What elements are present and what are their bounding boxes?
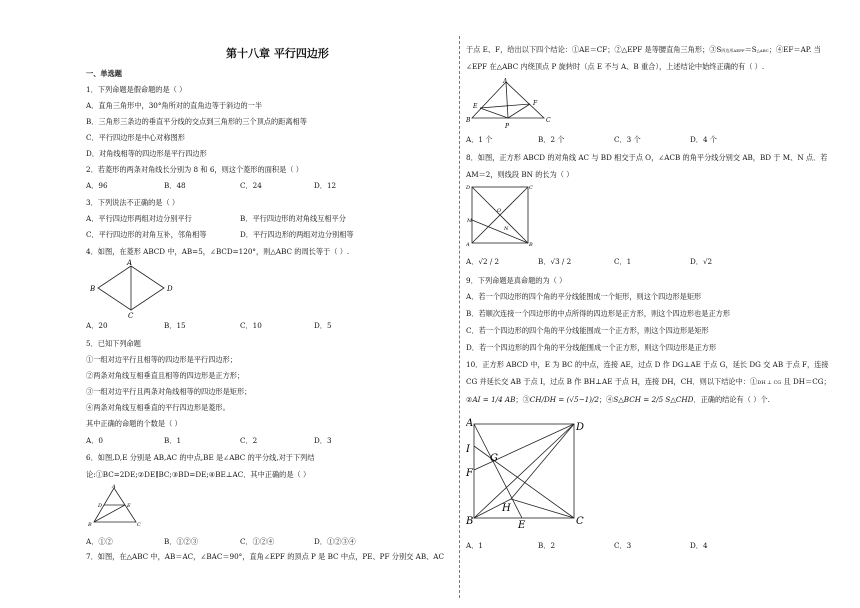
q7-triangle-figure — [466, 78, 552, 130]
q10-label-c: C — [576, 516, 584, 527]
q7-label-a: A — [503, 78, 508, 85]
q1-option-a: A．直角三角形中，30°角所对的直角边等于斜边的一半 — [86, 101, 263, 110]
q9-stem: 9．下列命题是真命题的为（ ） — [466, 276, 567, 285]
q9-option-c: C．若一个四边形的四个角的平分线能围成一个正方形，则这个四边形是矩形 — [466, 326, 709, 335]
q7-option-d: D．4 个 — [690, 135, 717, 144]
q3-option-c: C．平行四边形的对角互补，邻角相等 — [86, 230, 207, 239]
q6-option-c: C．①②④ — [240, 537, 275, 546]
q5-statement-1: ①一组对边平行且相等的四边形是平行四边形； — [86, 355, 237, 364]
q4-label-d: D — [167, 285, 173, 293]
q1-option-d: D．对角线相等的四边形是平行四边形 — [86, 149, 207, 158]
q1-option-c: C．平行四边形是中心对称图形 — [86, 133, 185, 142]
q10-square-figure — [466, 414, 596, 530]
q6-option-b: B．①②③ — [164, 537, 199, 546]
q8-option-d: D．√2 — [690, 257, 713, 266]
q8-square-figure — [466, 181, 536, 247]
q6-label-d: D — [98, 503, 103, 509]
q10-label-a: A — [466, 418, 474, 429]
q1-option-b: B．三角形三条边的垂直平分线的交点到三角形的三个顶点的距离相等 — [86, 117, 307, 126]
q10-stem-cont: CG 并延长交 AB 于点 I，过点 B 作 BH⊥AE 于点 H，连接 DH，CH．则以下结论中：①DH ⊥ CG 且 DH＝CG； — [466, 377, 831, 386]
q4-rhombus-figure — [86, 258, 176, 318]
q8-label-c: C — [529, 185, 533, 191]
q6-stem-cont: 论:①BC=2DE;②DE∥BC;③BD=DE;④BE⊥AC．其中正确的是（ ） — [86, 470, 311, 479]
q6-triangle-figure — [86, 482, 146, 530]
q8-label-o: O — [497, 208, 502, 214]
q10-stem: 10．正方形 ABCD 中，E 为 BC 的中点，连接 AE，过点 D 作 DG⊥AE 于点 G，延长 DG 交 AB 于点 F，连接 — [466, 360, 829, 369]
q4-option-c: C．10 — [240, 321, 262, 330]
q8-label-b: B — [529, 242, 533, 247]
page-title: 第十八章 平行四边形 — [226, 47, 329, 60]
q6-label-c: C — [137, 522, 141, 528]
q7-option-a: A．1 个 — [466, 135, 493, 144]
q2-option-b: B．48 — [164, 181, 186, 190]
q6-option-a: A．①② — [86, 537, 113, 546]
q10-conclusions: ②AI = 1/4 AB；③CH/DH = (√5−1)/2；④S△BCH = 2/5 S△CHD．正确的结论有（ ）个. — [466, 395, 770, 404]
q2-option-c: C．24 — [240, 181, 262, 190]
q10-label-e: E — [518, 520, 526, 530]
q2-option-a: A．96 — [86, 181, 108, 190]
q9-option-b: B．若顺次连接一个四边形的中点所得的四边形是正方形，则这个四边形也是正方形 — [466, 309, 731, 318]
q8-option-a: A．√2 / 2 — [466, 257, 500, 266]
q10-label-i: I — [466, 444, 470, 455]
q7-stem-cont: 于点 E、F，给出以下四个结论：①AE＝CF；②△EPF 是等腰直角三角形；③S四边形AEPF＝S△ABC；④EF＝AP. 当 — [466, 45, 821, 54]
q6-option-d: D．①②③④ — [314, 537, 356, 546]
q8-option-b: B．√3 / 2 — [538, 257, 572, 266]
q4-option-a: A．20 — [86, 321, 108, 330]
q5-option-c: C．2 — [240, 436, 258, 445]
q1-stem: 1．下列命题是假命题的是（ ） — [86, 85, 187, 94]
q7-stem-cont-2: ∠EPF 在△ABC 内绕顶点 P 旋转时（点 E 不与 A、B 重合），上述结论中始终正确的有（ ）. — [466, 62, 765, 71]
q6-label-e: E — [127, 503, 131, 509]
q5-statement-2: ②两条对角线互相垂直且相等的四边形是正方形； — [86, 371, 245, 380]
q3-option-d: D．平行四边形的两组对边分别相等 — [240, 230, 354, 239]
q4-label-b: B — [90, 285, 96, 293]
q6-stem: 6．如图,D,E 分别是 AB,AC 的中点,BE 是∠ABC 的平分线,对于下列结 — [86, 453, 315, 462]
q9-option-d: D．若一个四边形的四个角的平分线能围成一个正方形，则这个四边形是正方形 — [466, 343, 717, 352]
q4-label-a: A — [127, 259, 133, 267]
q4-option-d: D．5 — [314, 321, 332, 330]
q7-option-c: C．3 个 — [614, 135, 641, 144]
q6-label-b: B — [88, 522, 92, 528]
q8-option-c: C．1 — [614, 257, 632, 266]
q10-label-b: B — [466, 516, 474, 527]
q10-label-h: H — [502, 503, 511, 514]
q3-stem: 3．下列说法不正确的是（ ） — [86, 198, 180, 207]
q10-option-c: C．3 — [614, 541, 632, 550]
q7-label-e: E — [473, 103, 478, 110]
q7-label-c: C — [546, 117, 551, 124]
q7-label-p: P — [505, 123, 510, 130]
q10-label-d: D — [576, 422, 585, 433]
q3-option-b: B．平行四边形的对角线互相平分 — [240, 214, 346, 223]
q6-label-a: A — [112, 484, 116, 490]
q5-option-b: B．1 — [164, 436, 182, 445]
q10-option-b: B．2 — [538, 541, 556, 550]
q7-label-b: B — [466, 117, 471, 124]
q4-stem: 4．如图，在菱形 ABCD 中，AB=5，∠BCD=120°，则△ABC 的周长等于（ ）. — [86, 247, 350, 256]
q10-label-g: G — [490, 453, 498, 464]
q7-label-f: F — [533, 100, 538, 107]
q8-label-n: N — [504, 226, 509, 232]
q2-stem: 2．若菱形的两条对角线长分别为 8 和 6，则这个菱形的面积是（ ） — [86, 165, 303, 174]
q5-statement-3: ③一组对边平行且两条对角线相等的四边形是矩形； — [86, 387, 252, 396]
q8-stem: 8．如图，正方形 ABCD 的对角线 AC 与 BD 相交于点 O，∠ACB 的角平分线分别交 AB，BD 于 M、N 点．若 — [466, 153, 828, 162]
q9-option-a: A．若一个四边形的四个角的平分线能围成一个矩形，则这个四边形是矩形 — [466, 292, 702, 301]
q10-option-a: A．1 — [466, 541, 483, 550]
q7-stem: 7．如图，在△ABC 中，AB＝AC，∠BAC＝90°，直角∠EPF 的顶点 P 是 BC 中点，PE、PF 分别交 AB、AC — [86, 552, 444, 561]
q5-option-a: A．0 — [86, 436, 103, 445]
q5-ask: 其中正确的命题的个数是（ ） — [86, 419, 182, 428]
q5-statement-4: ④两条对角线互相垂直的平行四边形是菱形。 — [86, 403, 230, 412]
q8-label-a: A — [466, 242, 470, 247]
q4-option-b: B．15 — [164, 321, 186, 330]
section-heading: 一、单选题 — [86, 69, 122, 78]
q8-label-d: D — [466, 185, 471, 191]
q2-option-d: D．12 — [314, 181, 337, 190]
q8-label-m: M — [467, 218, 473, 224]
q5-stem: 5．已知下列命题 — [86, 339, 141, 348]
q10-option-d: D．4 — [690, 541, 708, 550]
q8-stem-cont: AM＝2，则线段 BN 的长为（ ） — [466, 170, 574, 179]
q3-option-a: A．平行四边形两组对边分别平行 — [86, 214, 192, 223]
q7-option-b: B．2 个 — [538, 135, 565, 144]
q4-label-c: C — [128, 312, 134, 318]
q10-label-f: F — [466, 468, 473, 479]
column-divider — [459, 36, 460, 598]
q5-option-d: D．3 — [314, 436, 332, 445]
